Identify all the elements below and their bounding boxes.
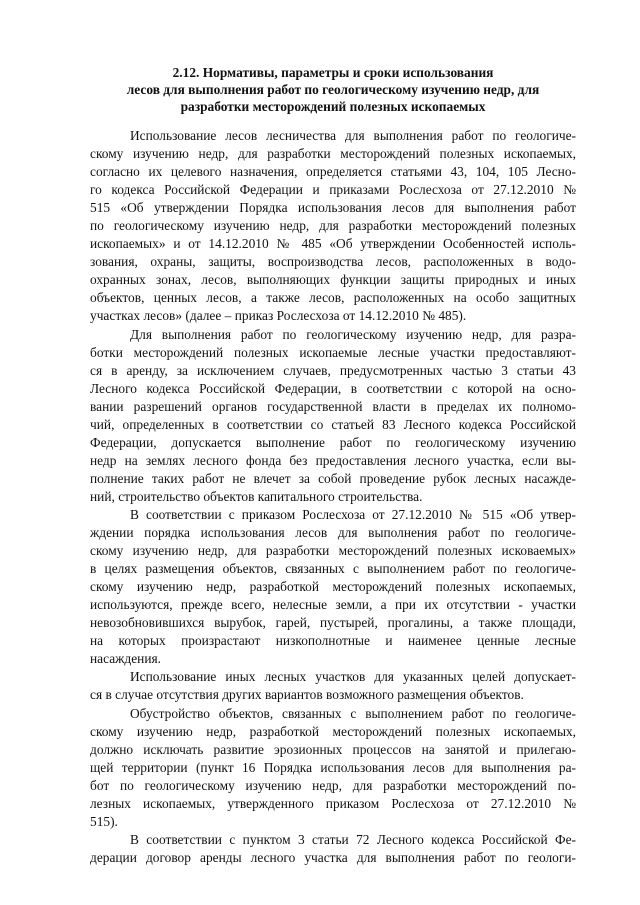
text-line: скому изучению недр, разработкой месторождений полезных ископаемых,: [90, 579, 576, 595]
text-line: согласно их целевого назначения, определяется статьями 43, 104, 105 Лесно-: [90, 164, 576, 180]
text-line: ся в аренду, за исключением случаев, предусмотренных частью 3 статьи 43: [90, 362, 576, 378]
heading-line: лесов для выполнения работ по геологическому изучению недр, для: [126, 82, 540, 97]
text-line: ботки месторождений полезных ископаемые лесные участки предоставляют-: [90, 344, 576, 360]
paragraph: [90, 506, 576, 668]
document-body: [90, 127, 576, 867]
heading-line: 2.12. Нормативы, параметры и сроки использования: [172, 65, 494, 80]
text-line: на которых произрастают низкополнотные и наименее ценные лесные: [90, 633, 576, 649]
paragraph: [90, 326, 576, 506]
text-line: участках лесов» (далее – приказ Рослесхоза от 14.12.2010 № 485).: [90, 308, 467, 324]
paragraph: [90, 668, 576, 704]
text-line: Использование лесов лесничества для выполнения работ по геологиче-: [130, 128, 576, 143]
text-line: полнение таких работ не влечет за собой проведение рубок лесных насажде-: [90, 470, 576, 486]
text-line: невозобновившихся вырубок, гарей, пустырей, прогалины, а также площади,: [90, 615, 576, 631]
text-line: скому изучению недр, для разработки месторождений полезных исковаемых»: [90, 543, 576, 559]
text-line: вании разрешений органов государственной власти в пределах их полномо-: [90, 398, 576, 414]
text-line: должно исключать развитие эрозионных процессов на занятой и прилегаю-: [90, 741, 576, 757]
text-line: охранных зонах, лесов, выполняющих функции защиты природных и иных: [90, 272, 576, 288]
text-line: Для выполнения работ по геологическому изучению недр, для разра-: [130, 326, 576, 342]
heading-line: разработки месторождений полезных ископаемых: [180, 99, 486, 114]
text-line: 515).: [90, 813, 118, 829]
text-line: недр на землях лесного фонда без предоставления лесного участка, если вы-: [90, 452, 576, 468]
text-line: 515 «Об утверждении Порядка использования лесов для выполнения работ: [90, 200, 576, 216]
section-heading: [90, 64, 576, 115]
text-line: объектов, ценных лесов, а также лесов, расположенных на особо защитных: [90, 290, 576, 306]
text-line: насаждения.: [90, 651, 162, 667]
paragraph: [90, 127, 576, 326]
text-line: скому изучению недр, разработкой месторождений полезных ископаемых,: [90, 723, 576, 739]
paragraph: [90, 831, 576, 867]
text-line: го кодекса Российской Федерации и приказами Рослесхоза от 27.12.2010 №: [90, 182, 576, 198]
text-line: В соответствии с пунктом 3 статьи 72 Лесного кодекса Российской Фе-: [130, 831, 576, 847]
text-line: Федерации, допускается выполнение работ по геологическому изучению: [90, 434, 576, 450]
text-line: используются, прежде всего, нелесные земли, а при их отсутствии - участки: [90, 597, 576, 613]
text-line: ждении порядка использования лесов для выполнения работ по геологиче-: [90, 525, 576, 541]
text-line: ний, строительство объектов капитального строительства.: [90, 488, 423, 504]
paragraph: [90, 705, 576, 831]
text-line: Лесного кодекса Российской Федерации, в соответствии с которой на осно-: [90, 380, 576, 396]
text-line: дерации договор аренды лесного участка для выполнения работ по геологи-: [90, 849, 576, 865]
text-line: в целях размещения объектов, связанных с выполнением работ по геологиче-: [90, 561, 576, 577]
text-line: скому изучению недр, для разработки месторождений полезных ископаемых,: [90, 146, 576, 162]
text-line: Использование иных лесных участков для указанных целей допускает-: [130, 669, 576, 685]
text-line: ископаемых» и от 14.12.2010 № 485 «Об утверждении Особенностей исполь-: [90, 236, 576, 252]
text-line: ся в случае отсутствия других вариантов возможного размещения объектов.: [90, 687, 524, 703]
text-line: по геологическому изучению недр, для разработки месторождений полезных: [90, 218, 576, 234]
text-line: зования, охраны, защиты, воспроизводства лесов, расположенных в водо-: [90, 254, 576, 270]
text-line: Обустройство объектов, связанных с выполнением работ по геологиче-: [130, 705, 576, 721]
text-line: бот по геологическому изучению недр, для разработки месторождений по-: [90, 777, 576, 793]
text-line: чий, определенных в соответствии со статьей 83 Лесного кодекса Российской: [90, 416, 576, 432]
text-line: лезных ископаемых, утвержденного приказом Рослесхоза от 27.12.2010 №: [90, 795, 576, 811]
text-line: В соответствии с приказом Рослесхоза от 27.12.2010 № 515 «Об утвер-: [130, 506, 576, 522]
text-line: щей территории (пункт 16 Порядка использования лесов для выполнения ра-: [90, 759, 576, 775]
